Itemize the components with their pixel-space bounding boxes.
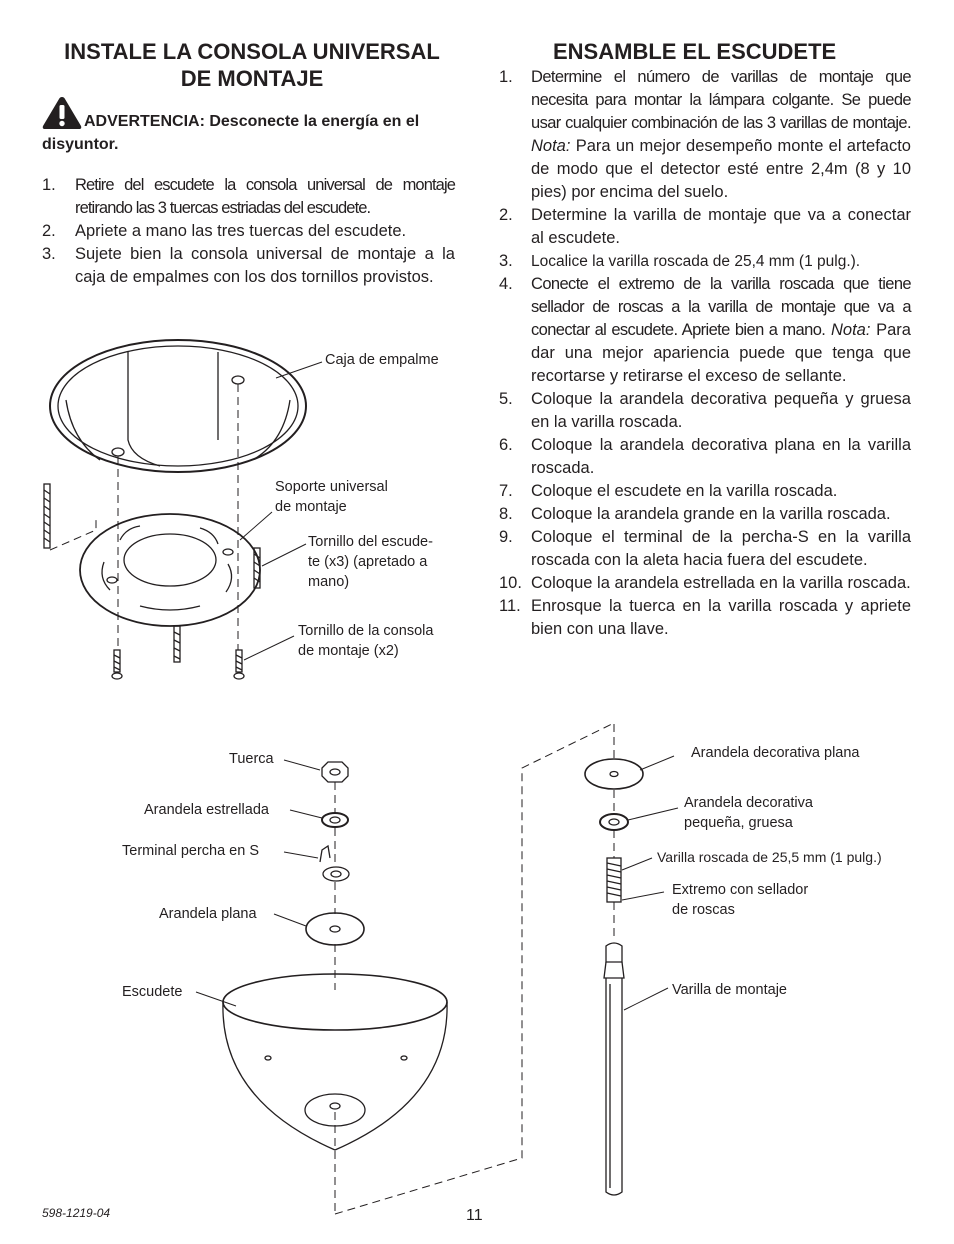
- label-bracket-line-2: de montaje: [275, 499, 347, 515]
- label-threaded-rod: Varilla roscada de 25,5 mm (1 pulg.): [657, 849, 882, 865]
- list-item: 3. Localice la varilla roscada de 25,4 mm (1 pulg.).: [499, 252, 861, 270]
- title-line-1: INSTALE LA CONSOLA UNIVERSAL: [64, 39, 440, 64]
- screws-illustration: [44, 484, 260, 679]
- label-mounting-rod: Varilla de montaje: [672, 982, 787, 998]
- label-star-washer: Arandela estrellada: [144, 802, 269, 818]
- label-bracket-screw-line-1: Tornillo de la consola: [298, 623, 434, 639]
- section-title-right: ENSAMBLE EL ESCUDETE: [553, 39, 837, 64]
- label-escutcheon-screw-line-3: mano): [308, 574, 350, 590]
- label-nut: Tuerca: [229, 751, 274, 767]
- leader-lines-2: [196, 760, 322, 1006]
- document-code: 598-1219-04: [42, 1206, 111, 1220]
- label-small-washer-line-1: Arandela decorativa: [684, 795, 813, 811]
- list-item: 10. Coloque la arandela estrellada en la varilla roscada.: [499, 574, 911, 592]
- page-number: 11: [466, 1207, 483, 1224]
- escutcheon-stack-illustration: [223, 762, 447, 1150]
- alignment-lines-2: [335, 724, 612, 1214]
- list-item: 5. Coloque la arandela decorativa pequeña y gruesa en la varilla roscada.: [499, 390, 911, 431]
- list-item: 4. Conecte el extremo de la varilla roscada que tiene sellador de roscas a la varilla de montaje que va a conectar al escudete. Apriete bien a mano. Nota: Para dar una mejor apariencia puede que tenga que recortarse y retirarse el exceso de sellante.: [499, 275, 911, 385]
- rod-assembly-illustration: [585, 759, 643, 1195]
- label-bracket-screw-line-2: de montaje (x2): [298, 643, 399, 659]
- list-item: 11. Enrosque la tuerca en la varilla roscada y apriete bien con una llave.: [499, 597, 911, 638]
- label-small-washer-line-2: pequeña, gruesa: [684, 815, 793, 831]
- label-escutcheon-screw-line-1: Tornillo del escude-: [308, 534, 433, 550]
- list-item: 9. Coloque el terminal de la percha-S en la varilla roscada con la aleta hacia fuera del escudete.: [499, 528, 911, 569]
- list-item: 7. Coloque el escudete en la varilla roscada.: [499, 482, 838, 500]
- list-item: 8. Coloque la arandela grande en la varilla roscada.: [499, 505, 891, 523]
- list-item: 2. Apriete a mano las tres tuercas del escudete.: [42, 222, 407, 240]
- label-s-hook-terminal: Terminal percha en S: [122, 843, 260, 859]
- title-line-2: DE MONTAJE: [180, 66, 324, 91]
- junction-box-illustration: [50, 340, 306, 472]
- leader-lines-3: [622, 756, 678, 1010]
- label-junction-box: Caja de empalme: [325, 352, 439, 368]
- list-item: 3. Sujete bien la consola universal de montaje a la caja de empalmes con los dos tornillos provistos.: [42, 245, 455, 286]
- label-escutcheon: Escudete: [122, 984, 183, 1000]
- label-escutcheon-screw-line-2: te (x3) (apretado a: [308, 554, 428, 570]
- list-item: 1. Retire del escudete la consola universal de montaje retirando las 3 tuercas estriadas del escudete.: [42, 176, 455, 217]
- label-sealant-end-line-1: Extremo con sellador: [672, 882, 809, 898]
- label-sealant-end-line-2: de roscas: [672, 902, 735, 918]
- label-decorative-flat-washer: Arandela decorativa plana: [691, 745, 860, 761]
- list-item: 1. Determine el número de varillas de montaje que necesita para montar la lámpara colgante. Se puede usar cualquier combinación de las 3 varillas de montaje. Nota: Para un mejor desempeño monte el artefacto de modo que el detector esté entre 2,4m (8 y 10 pies) por encima del suelo.: [499, 68, 911, 201]
- list-item: 2. Determine la varilla de montaje que va a conectar al escudete.: [499, 206, 911, 247]
- list-item: 6. Coloque la arandela decorativa plana en la varilla roscada.: [499, 436, 911, 477]
- universal-bracket-illustration: [80, 514, 260, 626]
- label-bracket-line-1: Soporte universal: [275, 479, 388, 495]
- warning-text: ADVERTENCIA: Desconecte la energía en el disyuntor.: [42, 113, 420, 153]
- label-flat-washer: Arandela plana: [159, 906, 257, 922]
